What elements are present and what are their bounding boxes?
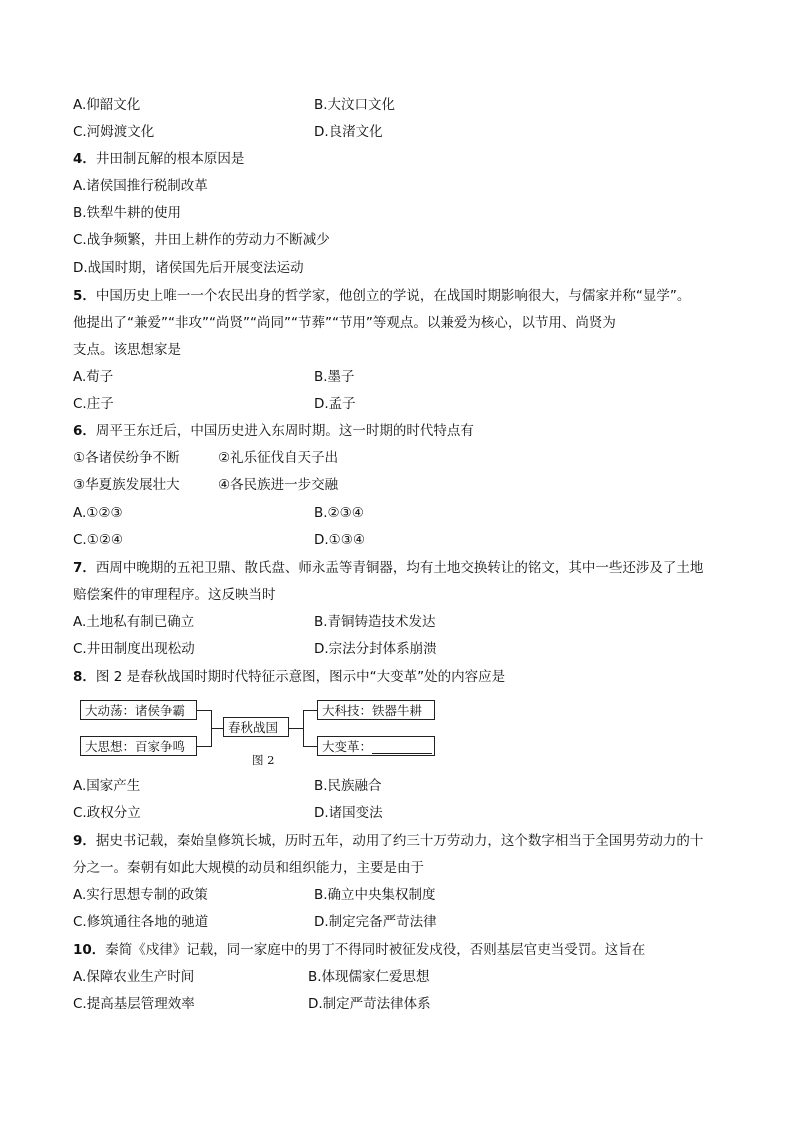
q8-text: 图 2 是春秋战国时期时代特征示意图，图示中“大变革”处的内容应是: [95, 669, 506, 685]
diagram-center-box: 春秋战国: [223, 717, 289, 737]
q6-statement-2: ②礼乐征伐自天子出: [218, 450, 339, 466]
q8-option-a: A.国家产生: [73, 778, 141, 794]
q9-stem-line2: 分之一。秦朝有如此大规模的动员和组织能力，主要是由于: [73, 860, 424, 876]
q4-option-d: D.战国时期，诸侯国先后开展变法运动: [73, 260, 304, 276]
q6-stem: [73, 421, 474, 441]
q4-option-a: A.诸侯国推行税制改革: [73, 178, 208, 194]
q4-text: 井田制瓦解的根本原因是: [95, 151, 245, 167]
q6-statement-4: ④各民族进一步交融: [218, 477, 339, 493]
connector: [211, 728, 223, 729]
connector: [303, 710, 317, 711]
q8-option-d: D.诸国变法: [314, 805, 383, 821]
q10-option-c: C.提高基层管理效率: [73, 996, 195, 1012]
q3-option-d: D.良渚文化: [314, 124, 383, 140]
q7-text-1: 西周中晚期的五祀卫鼎、散氏盘、师永盂等青铜器，均有土地交换转让的铭文，其中一些还涉及了土地: [95, 560, 704, 576]
q8-option-b: B.民族融合: [314, 778, 382, 794]
diagram-box-reform: [317, 736, 435, 756]
q10-option-d: D.制定严苛法律体系: [308, 996, 431, 1012]
q5-stem-line3: 支点。该思想家是: [73, 342, 181, 358]
q7-option-d: D.宗法分封体系崩溃: [314, 641, 437, 657]
connector: [303, 746, 317, 747]
q6-option-b: B.②③④: [314, 505, 364, 521]
q10-number: 10．: [73, 942, 106, 958]
q5-option-a: A.荀子: [73, 369, 114, 385]
q7-stem-line1: [73, 558, 703, 578]
connector: [197, 746, 211, 747]
q9-stem-line1: [73, 831, 703, 851]
q5-option-d: D.孟子: [314, 396, 356, 412]
q7-stem-line2: 赔偿案件的审理程序。这反映当时: [73, 587, 276, 603]
q8-option-c: C.政权分立: [73, 805, 141, 821]
q5-option-b: B.墨子: [314, 369, 355, 385]
q9-option-a: A.实行思想专制的政策: [73, 887, 208, 903]
q5-stem-line2: 他提出了“兼爱”“非攻”“尚贤”“尚同”“节葬”“节用”等观点。以兼爱为核心，以节用、尚贤为: [73, 315, 616, 331]
q7-option-c: C.井田制度出现松动: [73, 641, 195, 657]
q4-option-c: C.战争频繁，井田上耕作的劳动力不断减少: [73, 232, 330, 248]
q5-option-c: C.庄子: [73, 396, 114, 412]
q8-number: 8．: [73, 669, 96, 685]
q9-option-d: D.制定完备严苛法律: [314, 914, 437, 930]
q9-option-b: B.确立中央集权制度: [314, 887, 436, 903]
q9-option-c: C.修筑通往各地的驰道: [73, 914, 209, 930]
q10-text: 秦简《戍律》记载，同一家庭中的男丁不得同时被征发戍役，否则基层官吏当受罚。这旨在: [105, 942, 646, 958]
diagram-box-technology: 大科技：铁器牛耕: [317, 700, 435, 720]
connector: [197, 710, 211, 711]
q7-option-a: A.土地私有制已确立: [73, 614, 195, 630]
q5-number: 5．: [73, 288, 96, 304]
q10-option-b: B.体现儒家仁爱思想: [308, 969, 430, 985]
diagram-box-thought: 大思想：百家争鸣: [80, 736, 197, 756]
q6-statement-3: ③华夏族发展壮大: [73, 477, 180, 493]
q9-text-1: 据史书记载，秦始皇修筑长城，历时五年，动用了约三十万劳动力，这个数字相当于全国男劳动力的十: [95, 833, 704, 849]
connector: [289, 728, 303, 729]
q7-number: 7．: [73, 560, 96, 576]
q5-text-1: 中国历史上唯一一个农民出身的哲学家，他创立的学说，在战国时期影响很大，与儒家并称“显学”。: [95, 288, 691, 304]
q7-option-b: B.青铜铸造技术发达: [314, 614, 436, 630]
q6-option-a: A.①②③: [73, 505, 123, 521]
q5-stem-line1: [73, 286, 690, 306]
q6-option-d: D.①③④: [314, 532, 365, 548]
q3-option-b: B.大汶口文化: [314, 97, 396, 113]
connector: [303, 710, 304, 747]
q6-statement-1: ①各诸侯纷争不断: [73, 450, 180, 466]
answer-blank: [372, 741, 432, 754]
q8-stem: [73, 667, 505, 687]
q4-number: 4．: [73, 151, 96, 167]
q3-option-c: C.河姆渡文化: [73, 124, 155, 140]
q6-text: 周平王东迁后，中国历史进入东周时期。这一时期的时代特点有: [95, 423, 474, 439]
diagram-reform-label: 大变革：: [322, 739, 373, 754]
q9-number: 9．: [73, 833, 96, 849]
q6-option-c: C.①②④: [73, 532, 124, 548]
q4-option-b: B.铁犁牛耕的使用: [73, 205, 182, 221]
diagram-box-turmoil: 大动荡：诸侯争霸: [80, 700, 197, 720]
q6-number: 6．: [73, 423, 96, 439]
q10-option-a: A.保障农业生产时间: [73, 969, 195, 985]
q4-stem: [73, 149, 244, 169]
q3-option-a: A.仰韶文化: [73, 97, 141, 113]
q10-stem: [73, 940, 645, 960]
figure-caption: 图 2: [252, 753, 275, 767]
